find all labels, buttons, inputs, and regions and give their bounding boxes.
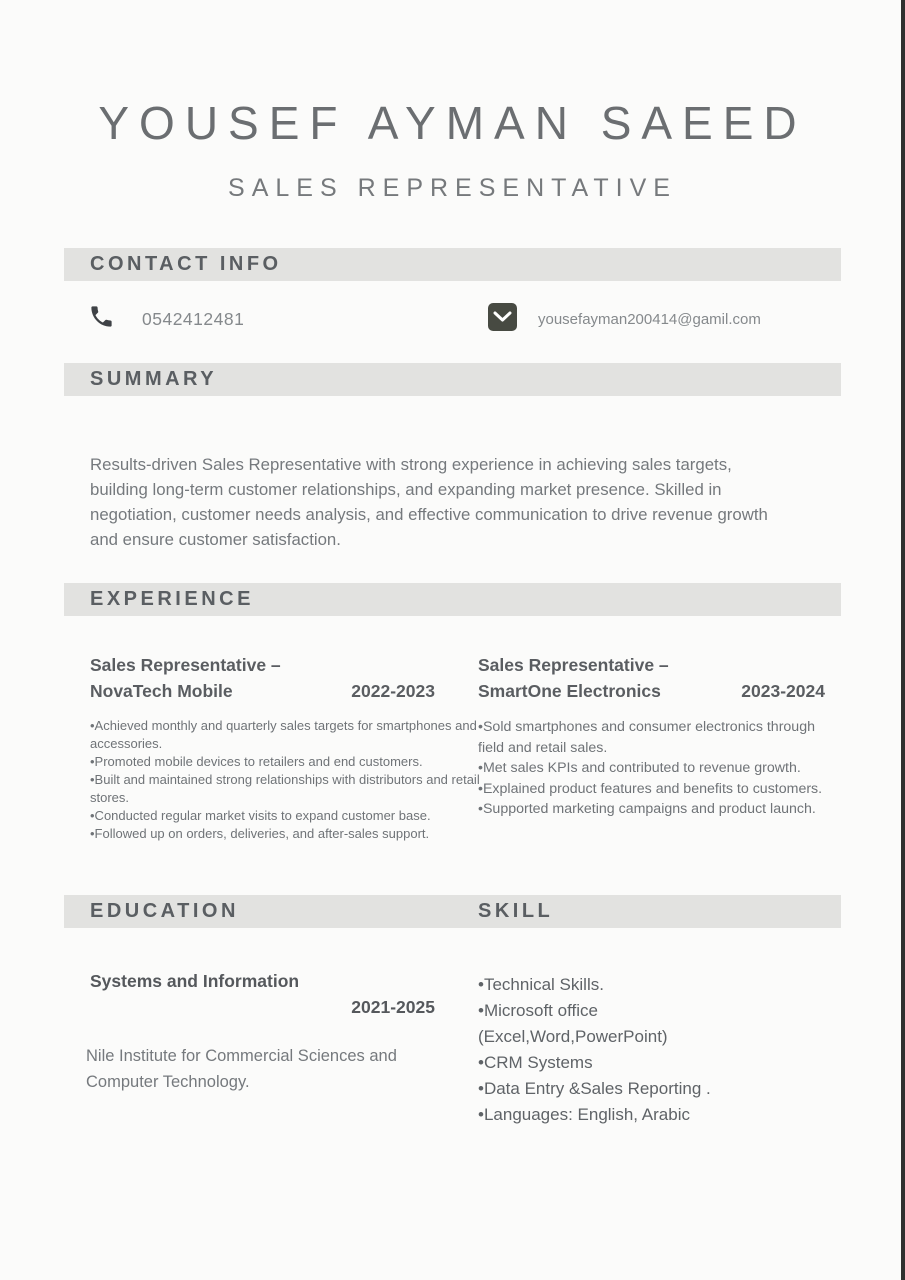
job-2-dates: 2023-2024 xyxy=(741,681,825,701)
summary-section-heading: SUMMARY xyxy=(90,368,218,390)
experience-section-bar xyxy=(64,583,841,616)
job-1-bullet: •Built and maintained strong relationships with distributors and retail stores. xyxy=(90,772,480,805)
education-institution: Nile Institute for Commercial Sciences and Computer Technology. xyxy=(86,1047,397,1091)
skill-item: •CRM Systems xyxy=(478,1053,593,1072)
phone-number: 0542412481 xyxy=(142,309,245,329)
skill-item: •Microsoft office (Excel,Word,PowerPoint) xyxy=(478,1001,668,1046)
email-address: yousefayman200414@gamil.com xyxy=(538,311,761,328)
job-1-title: Sales Representative – xyxy=(90,655,281,675)
experience-job-2-header xyxy=(478,652,836,704)
skill-item: •Languages: English, Arabic xyxy=(478,1105,690,1124)
job-2-bullet: •Supported marketing campaigns and product launch. xyxy=(478,801,816,817)
job-1-bullet: •Promoted mobile devices to retailers and end customers. xyxy=(90,754,423,769)
skills-list xyxy=(478,972,760,1128)
job-1-bullet: •Conducted regular market visits to expand customer base. xyxy=(90,808,431,823)
job-2-bullet: •Sold smartphones and consumer electronics through field and retail sales. xyxy=(478,719,815,756)
job-2-bullet: •Explained product features and benefits to customers. xyxy=(478,780,823,797)
job-1-dates: 2022-2023 xyxy=(351,681,435,701)
job-1-bullet: •Followed up on orders, deliveries, and after-sales support. xyxy=(90,826,430,841)
job-2-bullet: •Met sales KPIs and contributed to revenue growth. xyxy=(478,760,801,776)
contact-section-bar xyxy=(64,248,841,281)
job-1-bullet: •Achieved monthly and quarterly sales targets for smartphones and accessories. xyxy=(90,718,477,751)
education-degree: Systems and Information xyxy=(90,971,300,991)
job-2-company: SmartOne Electronics xyxy=(478,681,661,701)
email-icon xyxy=(488,303,517,331)
contact-section-heading: CONTACT INFO xyxy=(90,253,282,275)
skill-item: •Data Entry &Sales Reporting . xyxy=(478,1079,711,1098)
job-1-company: NovaTech Mobile xyxy=(90,681,233,701)
education-dates: 2021-2025 xyxy=(351,997,435,1017)
job-1-bullet-list xyxy=(90,717,482,843)
job-2-bullet-list xyxy=(478,717,830,820)
skill-section-heading: SKILL xyxy=(478,900,554,922)
experience-section-heading: EXPERIENCE xyxy=(90,588,254,610)
skill-item: •Technical Skills. xyxy=(478,975,604,994)
person-name: YOUSEF AYMAN SAEED xyxy=(98,97,807,149)
summary-section-bar xyxy=(64,363,841,396)
education-skill-section-bar xyxy=(64,895,841,928)
phone-icon xyxy=(88,303,115,330)
experience-job-1-header xyxy=(90,652,448,704)
job-2-title: Sales Representative – xyxy=(478,655,669,675)
summary-paragraph: Results-driven Sales Representative with strong experience in achieving sales targets, building long-term customer relationships, and expanding market presence. Skilled in negotiation, customer needs analysis, and effective communication to drive revenue growth and ensure customer satisfaction. xyxy=(90,455,768,549)
education-section-heading: EDUCATION xyxy=(90,900,239,922)
job-role-subtitle: SALES REPRESENTATIVE xyxy=(228,174,677,202)
